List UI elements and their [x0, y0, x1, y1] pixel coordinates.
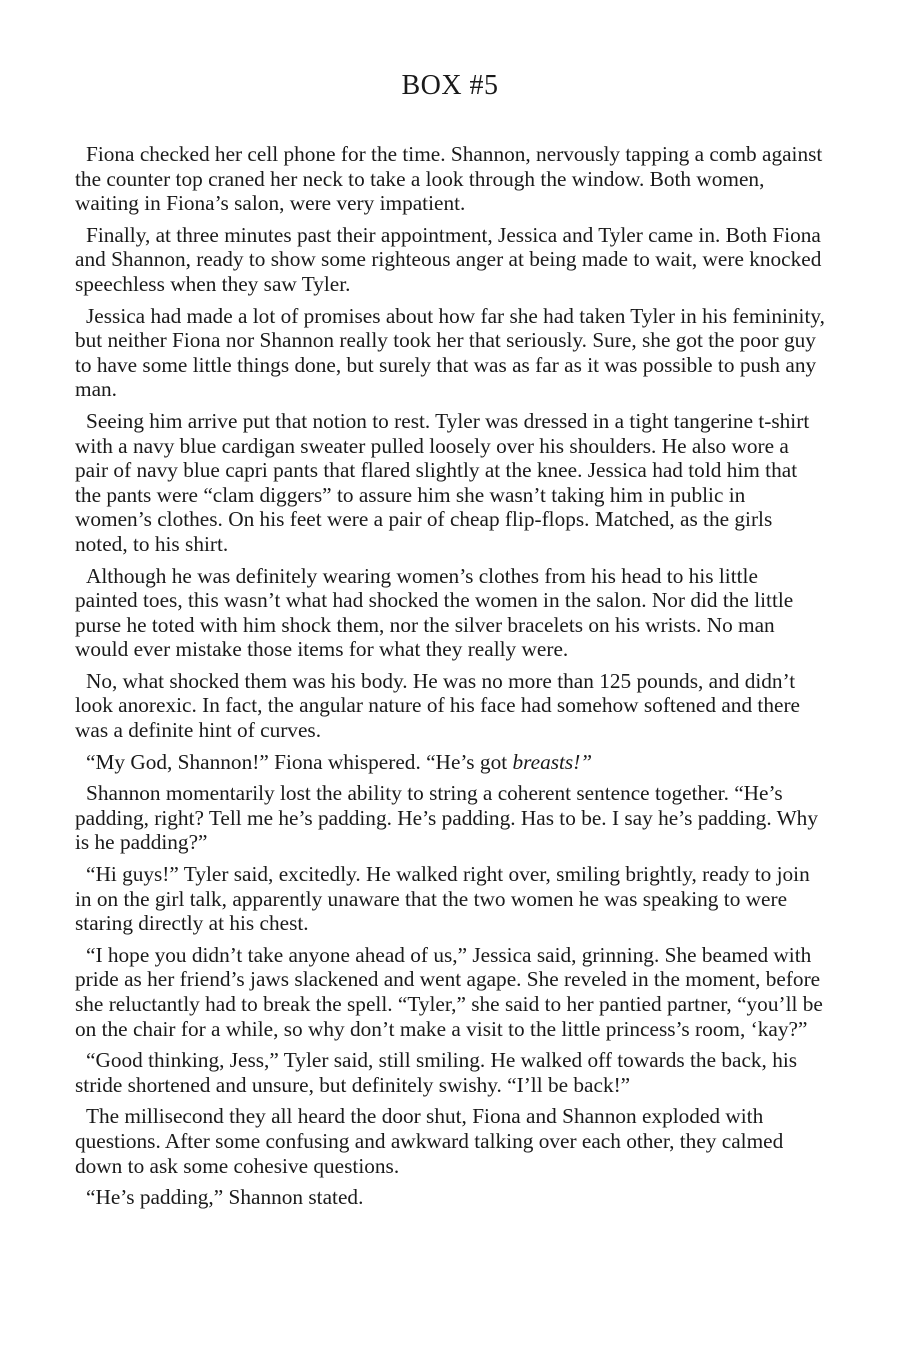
- chapter-title: BOX #5: [401, 70, 499, 101]
- paragraph: “Hi guys!” Tyler said, excitedly. He walked right over, smiling brightly, ready to join in on the girl talk, apparently unaware that the two women he was speaking to were staring directly at his chest.: [75, 862, 810, 936]
- paragraph: “Good thinking, Jess,” Tyler said, still smiling. He walked off towards the back, his stride shortened and unsure, but definitely swishy. “I’ll be back!”: [75, 1048, 798, 1097]
- paragraph: “I hope you didn’t take anyone ahead of us,” Jessica said, grinning. She beamed with pride as her friend’s jaws slackened and went agape. She reveled in the moment, before she reluctantly had to break the spell. “Tyler,” she said to her pantied partner, “you’ll be on the chair for a while, so why don’t make a visit to the little princess’s room, ‘kay?”: [75, 942, 823, 1041]
- paragraph: Jessica had made a lot of promises about how far she had taken Tyler in his femininity, but neither Fiona nor Shannon really took her that seriously. Sure, she got the poor guy to have some little things done, but surely that was as far as it was possible to push any man.: [75, 303, 825, 402]
- paragraph: Fiona checked her cell phone for the time. Shannon, nervously tapping a comb against the counter top craned her neck to take a look through the window. Both women, waiting in Fiona’s salon, were very impatient.: [75, 142, 823, 216]
- paragraph: Seeing him arrive put that notion to rest. Tyler was dressed in a tight tangerine t-shirt with a navy blue cardigan sweater pulled loosely over his shoulders. He also wore a pair of navy blue capri pants that flared slightly at the knee. Jessica had told him that the pants were “clam diggers” to assure him she wasn’t taking him in public in women’s clothes. On his feet were a pair of cheap flip-flops. Matched, as the girls noted, to his shirt.: [75, 408, 810, 556]
- paragraph: [75, 750, 825, 775]
- chapter-body: [75, 142, 825, 1217]
- paragraph: “He’s padding,” Shannon stated.: [86, 1185, 364, 1210]
- paragraph-text: “My God, Shannon!” Fiona whispered. “He’s got: [86, 749, 513, 774]
- paragraph: Shannon momentarily lost the ability to string a coherent sentence together. “He’s padding, right? Tell me he’s padding. He’s padding. Has to be. I say he’s padding. Why is he padding?”: [75, 781, 818, 855]
- paragraph: Finally, at three minutes past their appointment, Jessica and Tyler came in. Both Fiona and Shannon, ready to show some righteous anger at being made to wait, were knocked speechless when they saw Tyler.: [75, 222, 822, 296]
- paragraph: The millisecond they all heard the door shut, Fiona and Shannon exploded with questions. After some confusing and awkward talking over each other, they calmed down to ask some cohesive questions.: [75, 1104, 784, 1178]
- paragraph: No, what shocked them was his body. He was no more than 125 pounds, and didn’t look anorexic. In fact, the angular nature of his face had somehow softened and there was a definite hint of curves.: [75, 668, 800, 743]
- emphasized-text: breasts!”: [512, 749, 593, 774]
- paragraph: Although he was definitely wearing women’s clothes from his head to his little painted toes, this wasn’t what had shocked the women in the salon. Nor did the little purse he toted with him shock them, nor the silver bracelets on his wrists. No man would ever mistake those items for what they really were.: [75, 563, 794, 662]
